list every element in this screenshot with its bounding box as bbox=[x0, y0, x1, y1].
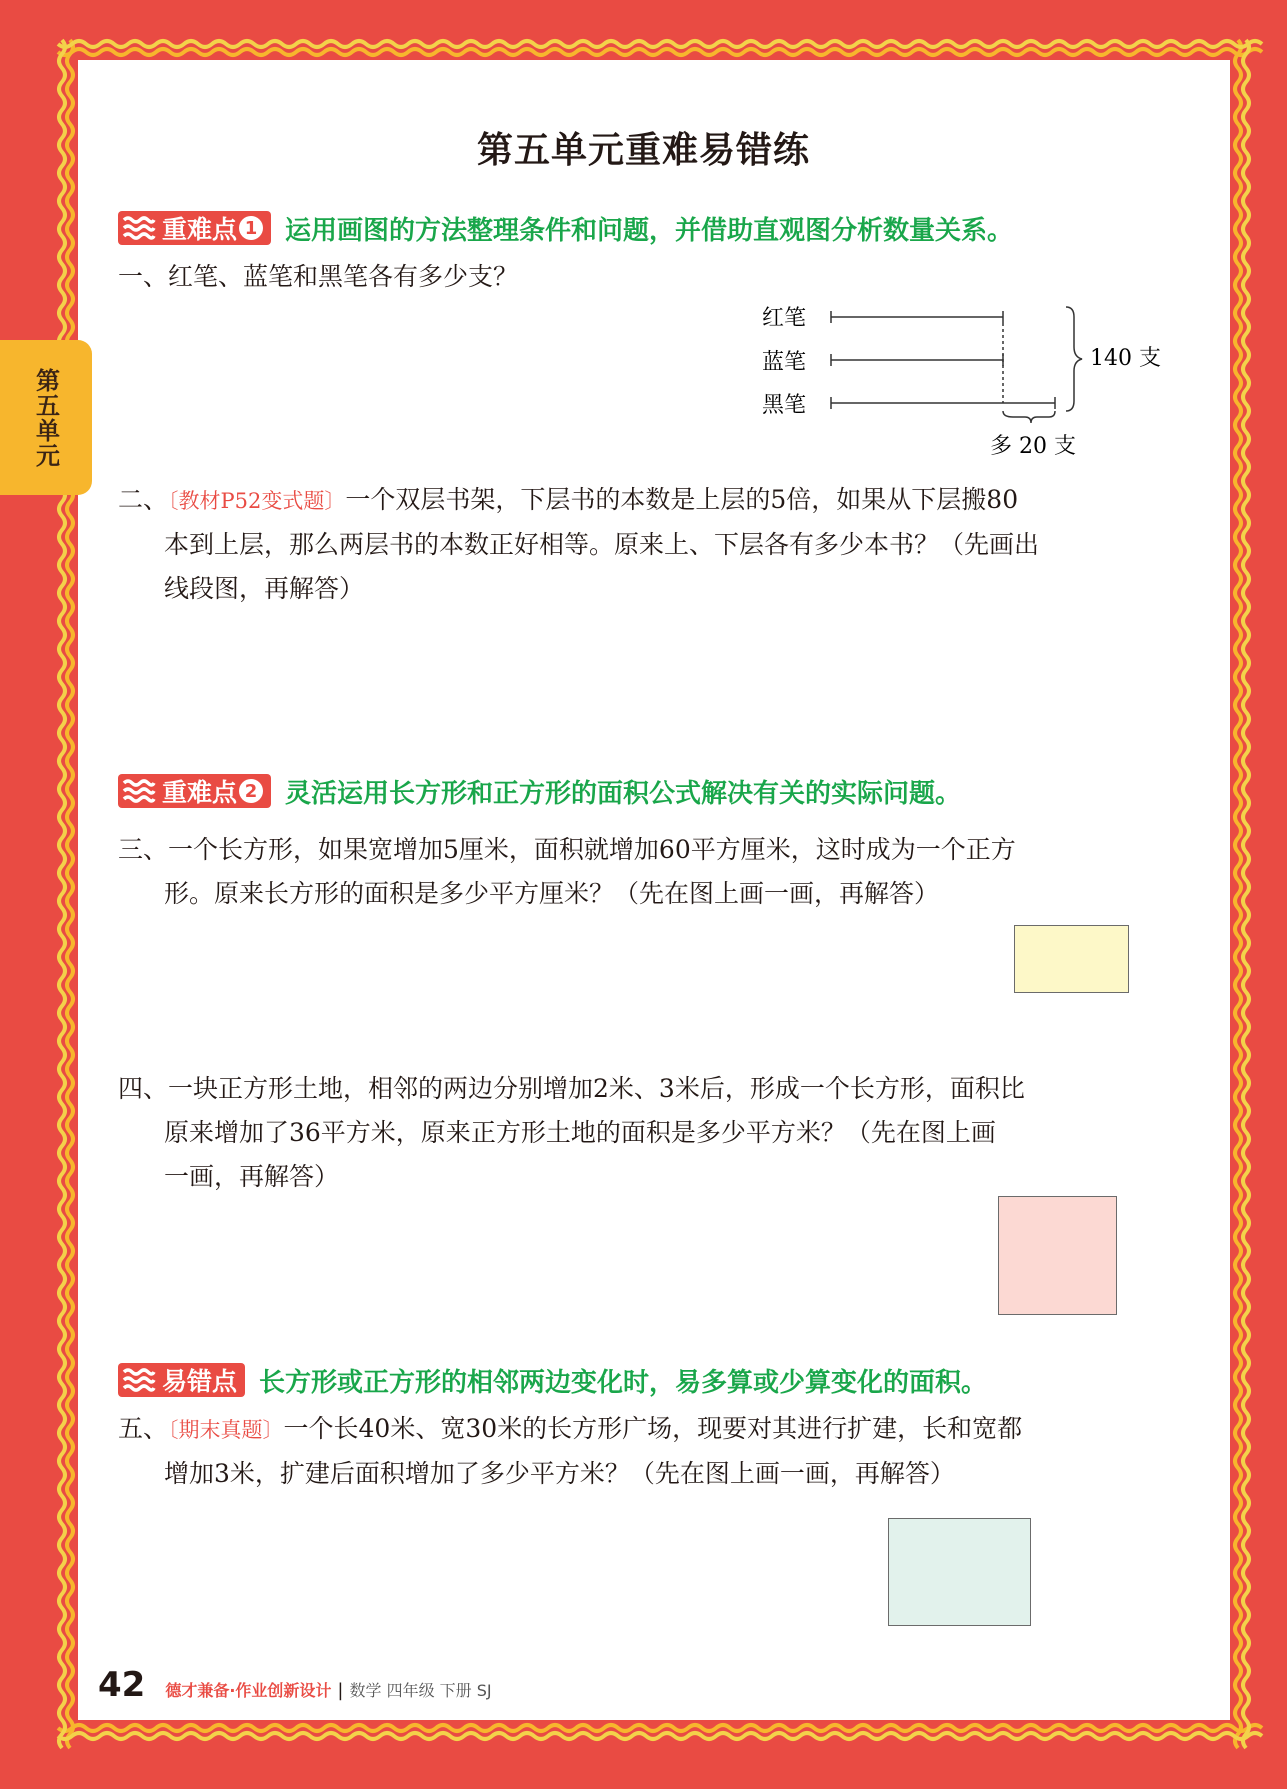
section-badge bbox=[118, 774, 271, 808]
section-badge-label: 重难点 bbox=[162, 215, 238, 244]
footer-separator: | bbox=[337, 1680, 344, 1701]
section-header-2 bbox=[118, 773, 961, 809]
segment-black bbox=[831, 397, 1055, 409]
diagram-label-red: 红笔 bbox=[762, 306, 807, 331]
section-badge-number: 1 bbox=[239, 216, 263, 240]
square-figure bbox=[998, 1196, 1117, 1315]
question-5 bbox=[118, 1407, 1158, 1496]
question-text: 原来增加了36平方米，原来正方形土地的面积是多少平方米？（先在图上画 bbox=[164, 1118, 996, 1147]
question-text: 增加3米，扩建后面积增加了多少平方米？（先在图上画一画，再解答） bbox=[164, 1459, 955, 1488]
segment-blue bbox=[831, 354, 1003, 366]
unit-side-tab-label: 第五单元 bbox=[31, 367, 60, 468]
question-text: 一、红笔、蓝笔和黑笔各有多少支？ bbox=[118, 262, 519, 291]
section-description: 长方形或正方形的相邻两边变化时，易多算或少算变化的面积。 bbox=[259, 1367, 988, 1398]
question-text: 三、一个长方形，如果宽增加5厘米，面积就增加60平方厘米，这时成为一个正方 bbox=[118, 835, 1016, 864]
page-number: 42 bbox=[98, 1665, 146, 1705]
rectangle-figure bbox=[1014, 925, 1129, 993]
border-wave-line bbox=[58, 41, 1262, 47]
diagram-label-black: 黑笔 bbox=[762, 393, 807, 418]
waves-icon bbox=[122, 214, 156, 242]
total-brace bbox=[1066, 307, 1082, 411]
border-wave-line bbox=[58, 1733, 1262, 1739]
section-header-3 bbox=[118, 1362, 987, 1398]
question-number: 五、 bbox=[118, 1414, 169, 1443]
extra-brace bbox=[1003, 411, 1055, 423]
border-wave-line bbox=[59, 40, 65, 1748]
question-text: 一画，再解答） bbox=[164, 1162, 340, 1191]
border-wave-line bbox=[1235, 40, 1241, 1748]
diagram-total: 140 支 bbox=[1090, 346, 1161, 371]
section-badge-number: 2 bbox=[239, 779, 263, 803]
plaza-rectangle-figure bbox=[888, 1518, 1031, 1626]
diagram-svg bbox=[750, 295, 1170, 465]
question-4 bbox=[118, 1067, 1158, 1199]
waves-icon bbox=[122, 777, 156, 805]
section-header-1 bbox=[118, 210, 1013, 246]
diagram-extra: 多 20 支 bbox=[990, 434, 1076, 459]
section-badge bbox=[118, 1363, 245, 1397]
border-wave-line bbox=[67, 40, 73, 1748]
question-text: 线段图，再解答） bbox=[164, 574, 365, 603]
section-badge bbox=[118, 211, 271, 245]
section-badge-label: 易错点 bbox=[162, 1367, 238, 1396]
question-text: 四、一块正方形土地，相邻的两边分别增加2米、3米后，形成一个长方形，面积比 bbox=[118, 1074, 1025, 1103]
unit-side-tab bbox=[0, 340, 92, 495]
border-wave-line bbox=[1243, 40, 1249, 1748]
question-1 bbox=[118, 255, 1158, 299]
line-segment-diagram bbox=[750, 295, 1170, 469]
page-footer bbox=[98, 1665, 492, 1705]
question-text: 一个双层书架，下层书的本数是上层的5倍，如果从下层搬80 bbox=[345, 485, 1019, 514]
page-title: 第五单元重难易错练 bbox=[476, 130, 810, 171]
question-2 bbox=[118, 478, 1158, 611]
question-text: 形。原来长方形的面积是多少平方厘米？（先在图上画一画，再解答） bbox=[164, 879, 940, 908]
border-wave-line bbox=[58, 49, 1262, 55]
source-tag: 〔教材P52变式题〕 bbox=[168, 489, 346, 513]
book-info: 数学 四年级 下册 SJ bbox=[349, 1681, 492, 1700]
series-brand: 德才兼备·作业创新设计 bbox=[165, 1681, 332, 1700]
section-badge-label: 重难点 bbox=[162, 778, 238, 807]
waves-icon bbox=[122, 1366, 156, 1394]
section-description: 灵活运用长方形和正方形的面积公式解决有关的实际问题。 bbox=[285, 778, 962, 809]
question-text: 本到上层，那么两层书的本数正好相等。原来上、下层各有多少本书？（先画出 bbox=[164, 530, 1040, 559]
section-description: 运用画图的方法整理条件和问题，并借助直观图分析数量关系。 bbox=[285, 215, 1014, 246]
segment-red bbox=[831, 311, 1003, 323]
border-wave-line bbox=[58, 1725, 1262, 1731]
diagram-label-blue: 蓝笔 bbox=[762, 350, 807, 375]
question-number: 二、 bbox=[118, 485, 169, 514]
source-tag: 〔期末真题〕 bbox=[168, 1418, 284, 1442]
question-3 bbox=[118, 828, 1158, 916]
question-text: 一个长40米、宽30米的长方形广场，现要对其进行扩建，长和宽都 bbox=[283, 1414, 1023, 1443]
